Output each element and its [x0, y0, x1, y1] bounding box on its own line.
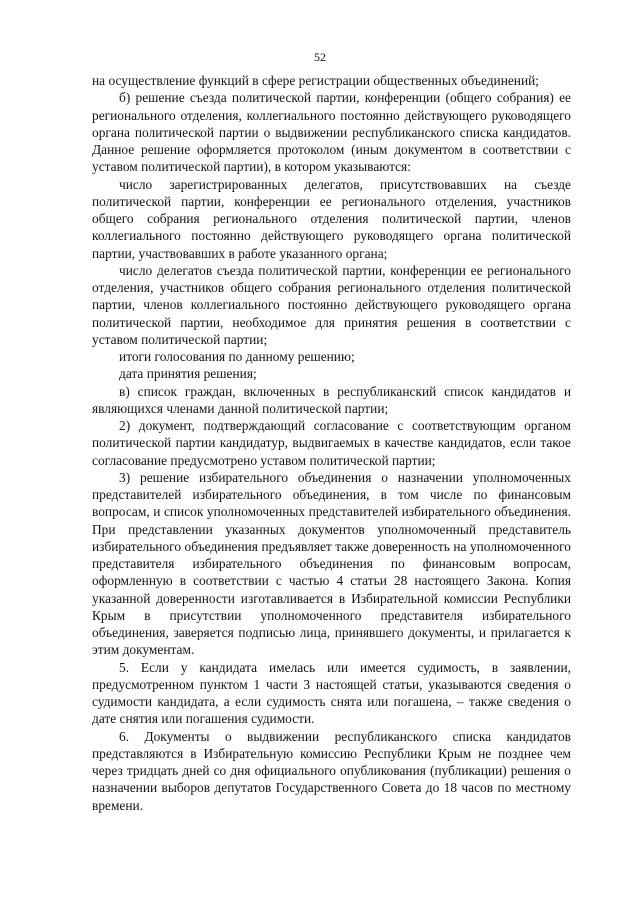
paragraph: 2) документ, подтверждающий согласование с соответствующим органом политической партии кандидатур, выдвигаемых в качестве кандидатов, если такое согласование предусмотрено уставом политической партии;	[92, 418, 571, 468]
paragraph: итоги голосования по данному решению;	[119, 349, 355, 364]
paragraph: 3) решение избирательного объединения о назначении уполномоченных представителей избирательного объединения, в том числе по финансовым вопросам, и список уполномоченных представителей избирательного объединения. При представлении указанных документов уполномоченный представитель избирательного объединения предъявляет также доверенность на уполномоченного представителя избирательного объединения по финансовым вопросам, оформленную в соответствии с частью 4 статьи 28 настоящего Закона. Копия указанной доверенности изготавливается в Избирательной комиссии Республики Крым в присутствии уполномоченного представителя избирательного объединения, заверяется подписью лица, принявшего документы, и прилагается к этим документам.	[92, 469, 571, 658]
document-body	[92, 72, 571, 814]
paragraph: дата принятия решения;	[119, 366, 257, 382]
paragraph: число зарегистрированных делегатов, присутствовавших на съезде политической партии, конференции ее регионального отделения, участников общего собрания регионального отделения политической партии, членов коллегиального постоянно действующего руководящего органа политической партии, участвовавших в работе указанного органа;	[92, 176, 571, 261]
paragraph: 5. Если у кандидата имелась или имеется судимость, в заявлении, предусмотренном пунктом 1 части 3 настоящей статьи, указываются сведения о судимости кандидата, а если судимость снята или погашена, – также сведения о дате снятия или погашения судимости.	[92, 659, 571, 727]
paragraph: на осуществление функций в сфере регистрации общественных объединений;	[92, 73, 540, 88]
paragraph: б) решение съезда политической партии, конференции (общего собрания) ее регионального отделения, коллегиального постоянно действующего руководящего органа политической партии о выдвижении республиканского списка кандидатов. Данное решение оформляется протоколом (иным документом в соответствии с уставом политической партии), в котором указываются:	[92, 90, 571, 175]
page-number: 52	[314, 50, 326, 64]
paragraph: 6. Документы о выдвижении республиканского списка кандидатов представляются в Избирательную комиссию Республики Крым не позднее чем через тридцать дней со дня официального опубликования (публикации) решения о назначении выборов депутатов Государственного Совета до 18 часов по местному времени.	[92, 728, 571, 813]
paragraph: число делегатов съезда политической партии, конференции ее регионального отделения, участников общего собрания регионального отделения политической партии, членов коллегиального постоянно действующего руководящего органа политической партии, необходимое для принятия решения в соответствии с уставом политической партии;	[92, 262, 571, 347]
paragraph: в) список граждан, включенных в республиканский список кандидатов и являющихся членами данной политической партии;	[92, 383, 571, 416]
